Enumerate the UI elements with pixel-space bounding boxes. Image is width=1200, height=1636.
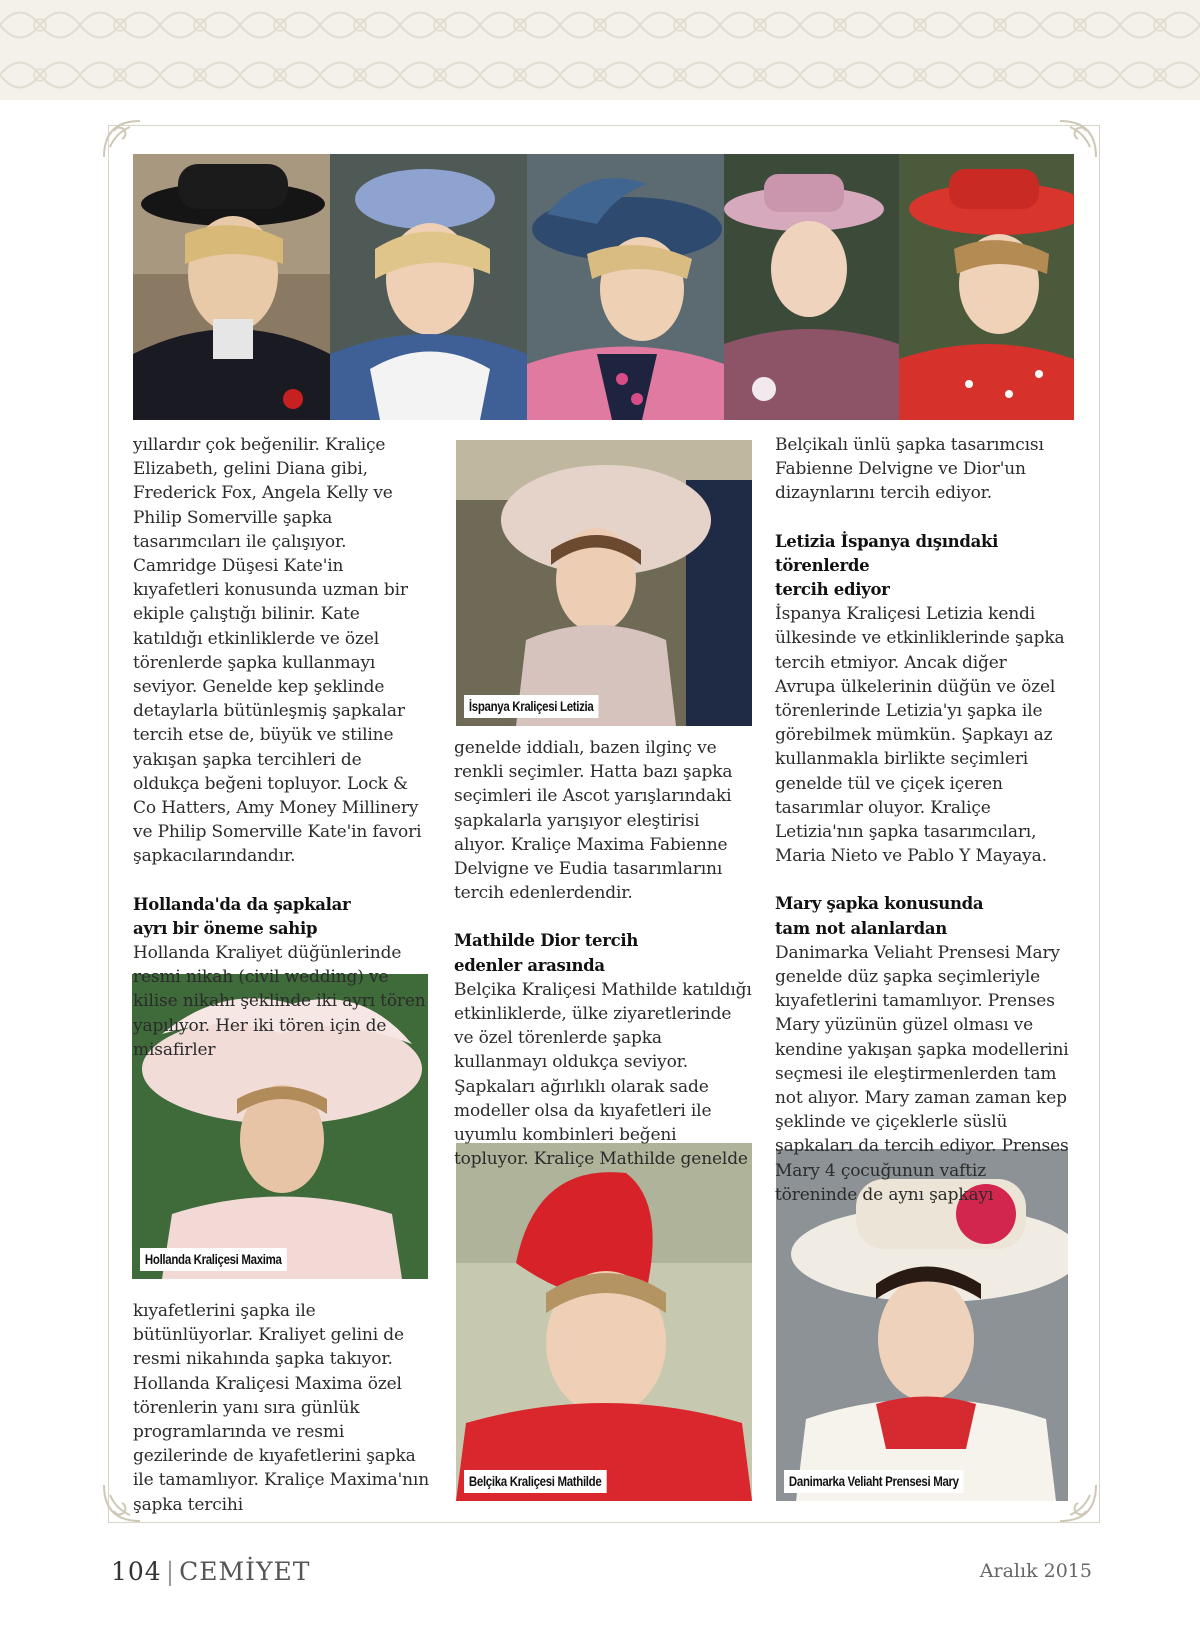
issue-date: Aralık 2015 (979, 1560, 1092, 1582)
body-paragraph: İspanya Kraliçesi Letizia kendi ülkesinde ve etkinliklerinde şapka tercih etmiyor. Ancak diğer Avrupa ülkelerinin düğün ve özel törenlerinde Letizia'yı şapka ile görebilmek mümkün. Şapkayı az kullanmakla birlikte seçimleri genelde tül ve çiçek içeren tasarımlar oluyor. Kraliçe Letizia'nın şapka tasarımcıları, Maria Nieto ve Pablo Y Mayaya. (775, 604, 1065, 867)
text-column-1-continued (133, 1299, 429, 1517)
photo-caption: İspanya Kraliçesi Letizia (464, 695, 598, 718)
magazine-name: CEMİYET (179, 1557, 311, 1586)
section-heading (775, 530, 1071, 603)
page-number: 104 (111, 1557, 162, 1586)
text-column-3 (775, 433, 1071, 1207)
section-heading-line: tercih ediyor (775, 580, 890, 600)
section-heading-line: ayrı bir öneme sahip (133, 918, 318, 938)
body-paragraph: Belçika Kraliçesi Mathilde katıldığı etkinliklerde, ülke ziyaretlerinde ve özel törenlerde şapka kullanmayı oldukça seviyor. Şapkaları ağırlıklı olarak sade modeller olsa da kıyafetleri ile uyumlu kombinleri beğeni topluyor. Kraliçe Mathilde genelde (454, 979, 752, 1170)
section-heading-line: Mary şapka konusunda (775, 894, 984, 914)
body-paragraph: Hollanda Kraliyet düğünlerinde resmi nikah (civil wedding) ve kilise nikahı şeklinde iki ayrı tören yapılıyor. Her iki tören için de misafirler (133, 943, 426, 1060)
photo-caption: Danimarka Veliaht Prensesi Mary (784, 1470, 964, 1493)
section-heading (454, 929, 754, 977)
body-paragraph: Hollanda Kraliçesi Maxima özel törenlerin yanı sıra günlük programlarında ve resmi gezilerinde de kıyafetlerini şapka ile tamamlıyor. Kraliçe Maxima'nın şapka tercihi (133, 1373, 430, 1515)
photo-diana-red-hat (899, 154, 1074, 420)
photo-caption: Belçika Kraliçesi Mathilde (464, 1470, 606, 1493)
body-paragraph: Belçikalı ünlü şapka tasarımcısı Fabienne Delvigne ve Dior'un dizaynlarını tercih ediyor. (775, 435, 1044, 504)
text-column-2 (454, 736, 754, 1171)
section-heading-line: Hollanda'da da şapkalar (133, 894, 351, 914)
body-paragraph: kıyafetlerini şapka ile bütünlüyorlar. Kraliyet gelini de resmi nikahında şapka takıyor. (133, 1301, 404, 1370)
section-heading-line: edenler arasında (454, 955, 605, 975)
body-paragraph: Danimarka Veliaht Prensesi Mary genelde düz şapka seçimleriyle kıyafetlerini tamamlıyor. Prenses Mary yüzünün güzel olması ve kendine yakışan şapka modellerini seçmesi ile eleştirmenlerden tam not alıyor. Mary zaman zaman kep şeklinde ve çiçeklerle süslü şapkaları da tercih ediyor. Prenses Mary 4 çocuğunun vaftiz töreninde de aynı şapkayı (775, 942, 1069, 1205)
section-heading-line: Mathilde Dior tercih (454, 931, 639, 951)
text-column-1 (133, 433, 429, 1062)
photo-mathilde (456, 1143, 752, 1501)
photo-caption: Hollanda Kraliçesi Maxima (140, 1248, 286, 1271)
body-paragraph: genelde iddialı, bazen ilginç ve renkli seçimler. Hatta bazı şapka seçimleri ile Ascot yarışlarındaki şapkalarla yarışıyor eleştirisi alıyor. Kraliçe Maxima Fabienne Delvigne ve Eudia tasarımlarını tercih edenlerdendir. (454, 738, 733, 904)
section-heading-line: tam not alanlardan (775, 918, 948, 938)
footer-separator: | (165, 1557, 176, 1586)
section-heading (775, 892, 1071, 940)
decorative-pattern-band (0, 0, 1200, 100)
body-paragraph: yıllardır çok beğenilir. Kraliçe Elizabeth, gelini Diana gibi, Frederick Fox, Angela Kelly ve Philip Somerville şapka tasarımcıları ile çalışıyor. Camridge Düşesi Kate'in kıyafetleri konusunda uzman bir ekiple çalıştığı bilinir. Kate katıldığı etkinliklerde ve özel törenlerde şapka kullanmayı seviyor. Genelde kep şeklinde detaylarla bütünleşmiş şapkalar tercih etse de, büyük ve stiline yakışan şapka tercihleri de oldukça beğeni topluyor. Lock & Co Hatters, Amy Money Millinery ve Philip Somerville Kate'in favori şapkacılarındandır. (133, 435, 422, 867)
photo-diana-navy-feather-hat (527, 154, 724, 420)
photo-diana-black-hat (133, 154, 330, 420)
section-heading (133, 893, 429, 941)
section-heading-line: Letizia İspanya dışındaki törenlerde (775, 531, 999, 575)
photo-diana-pink-hat (724, 154, 899, 420)
photo-letizia (456, 440, 752, 726)
photo-diana-blue-hat (330, 154, 527, 420)
page-footer (111, 1557, 310, 1586)
